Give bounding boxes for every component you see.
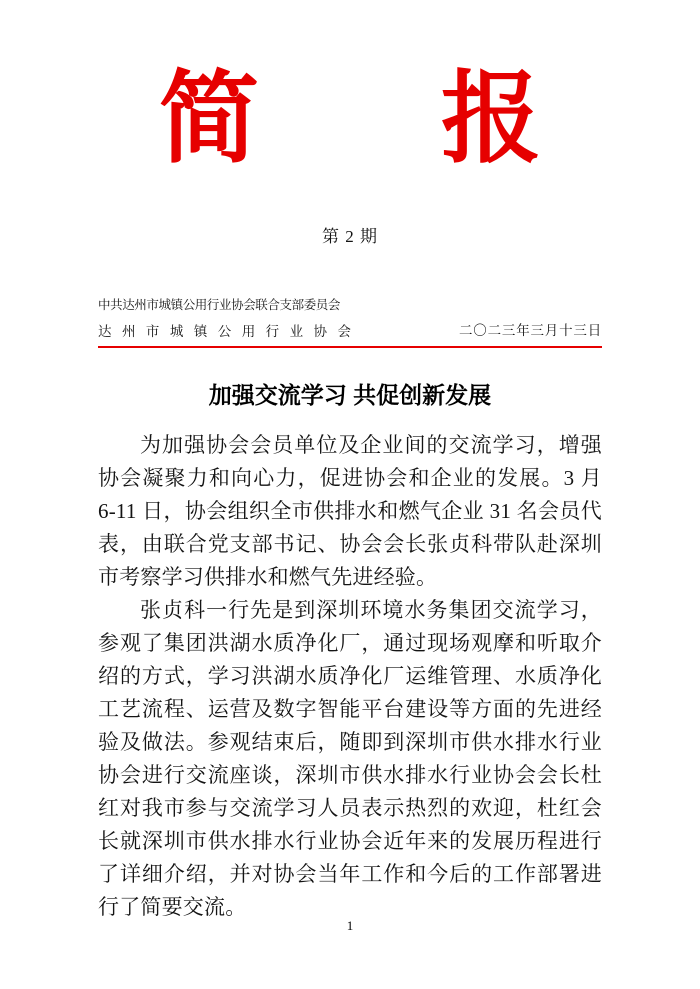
issuer-names xyxy=(98,295,351,340)
article-paragraph: 张贞科一行先是到深圳环境水务集团交流学习，参观了集团洪湖水质净化厂，通过现场观摩和听取介绍的方式，学习洪湖水质净化厂运维管理、水质净化工艺流程、运营及数字智能平台建设等方面的先进经验及做法。参观结束后，随即到深圳市供水排水行业协会进行交流座谈，深圳市供水排水行业协会会长杜红对我市参与交流学习人员表示热烈的欢迎，杜红会长就深圳市供水排水行业协会近年来的发展历程进行了详细介绍，并对协会当年工作和今后的工作部署进行了简要交流。 xyxy=(98,597,602,919)
masthead-title xyxy=(98,0,602,175)
page-number: 1 xyxy=(346,918,354,933)
association-name: 达州市城镇公用行业协会 xyxy=(98,324,351,339)
party-branch-name: 中共达州市城镇公用行业协会联合支部委员会 xyxy=(98,298,341,312)
article-paragraph: 为加强协会会员单位及企业间的交流学习，增强协会凝聚力和向心力，促进协会和企业的发展。3 月 6-11 日，协会组织全市供排水和燃气企业 31 名会员代表，由联合党支部书记、协会会长张贞科带队赴深圳市考察学习供排水和燃气先进经验。 xyxy=(98,432,602,589)
red-divider xyxy=(98,346,602,348)
issuer-block xyxy=(98,295,602,340)
article-title: 加强交流学习 共促创新发展 xyxy=(208,382,492,408)
issue-number: 第 2 期 xyxy=(322,227,378,246)
masthead-char-jian: 简 xyxy=(159,64,259,175)
issue-date: 二〇二三年三月十三日 xyxy=(459,323,602,338)
article-body xyxy=(98,429,602,924)
masthead-char-bao: 报 xyxy=(441,64,541,175)
